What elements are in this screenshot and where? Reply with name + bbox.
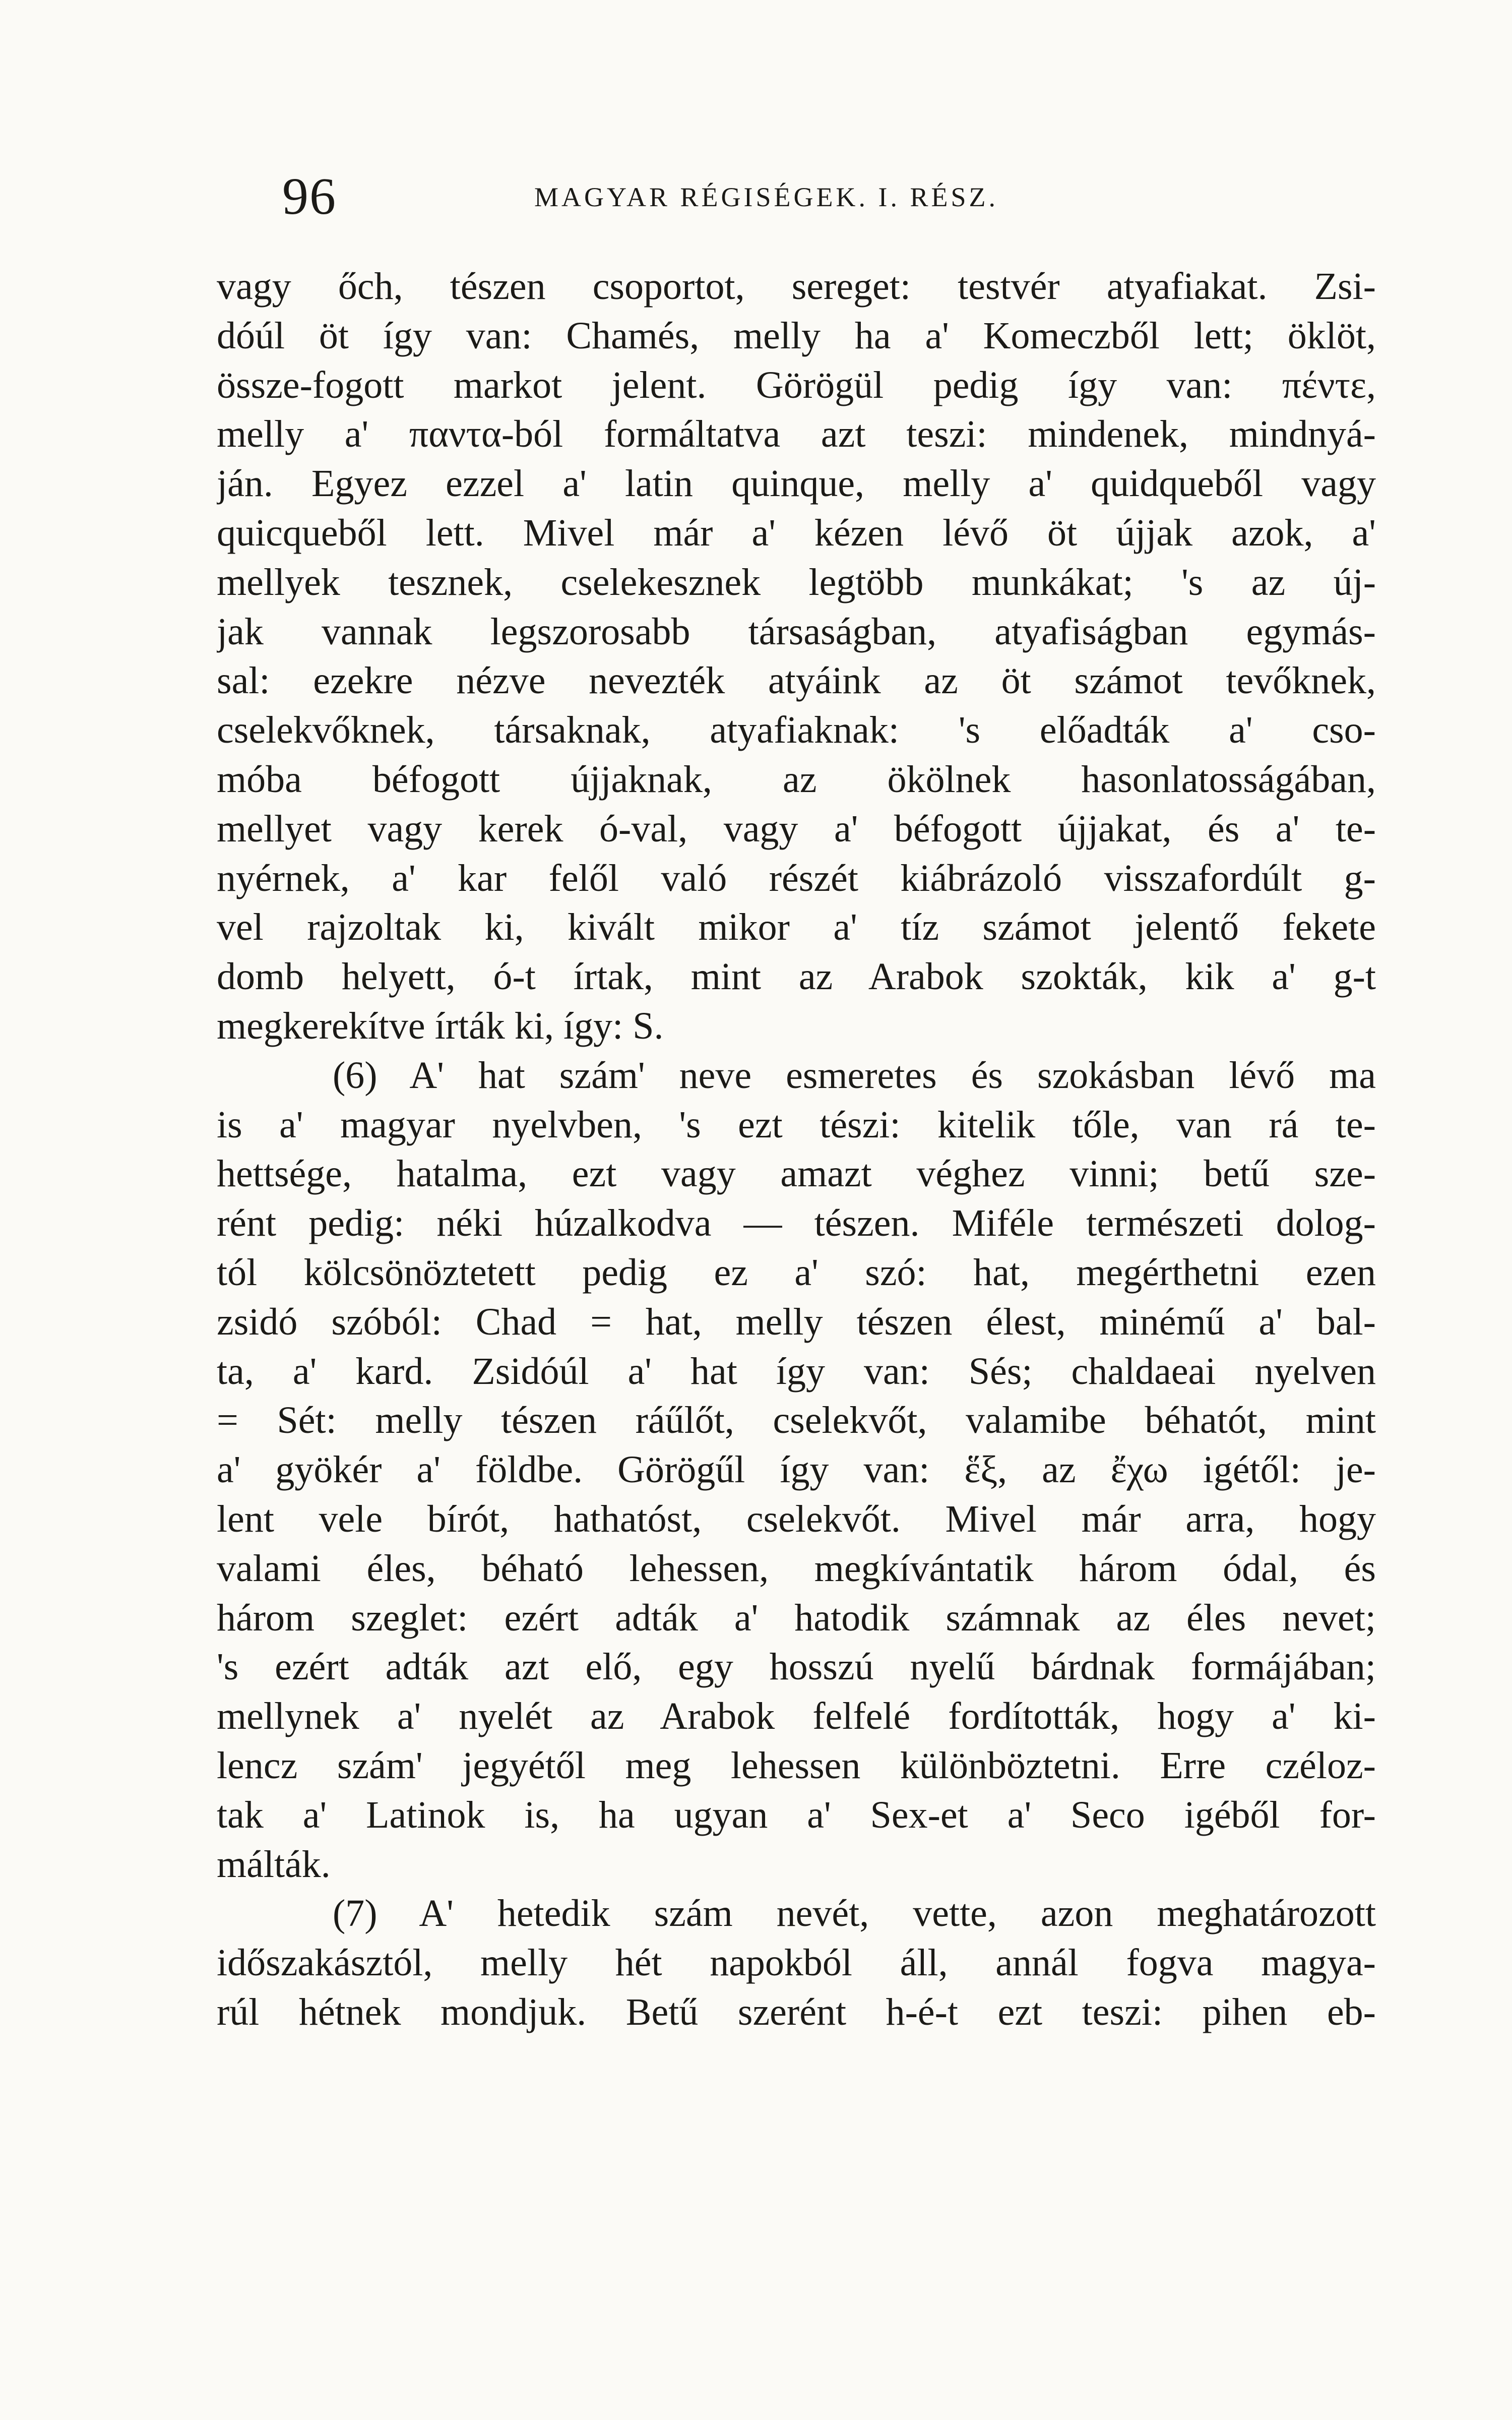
text-line: 's ezért adták azt elő, egy hosszú nyelű bárdnak formájában; <box>217 1646 1376 1688</box>
text-line: időszakásztól, melly hét napokból áll, annál fogva magya- <box>217 1942 1376 1984</box>
text-line: is a' magyar nyelvben, 's ezt tészi: kitelik tőle, van rá te- <box>217 1103 1376 1146</box>
text-line: nyérnek, a' kar felől való részét kiábrázoló visszafordúlt g- <box>217 857 1376 899</box>
text-line: ján. Egyez ezzel a' latin quinque, melly a' quidqueből vagy <box>217 462 1376 505</box>
text-line: mellynek a' nyelét az Arabok felfelé fordították, hogy a' ki- <box>217 1695 1376 1738</box>
paragraph-start-line: (6) A' hat szám' neve esmeretes és szokásban lévő ma <box>333 1054 1376 1097</box>
text-line: vel rajzoltak ki, kivált mikor a' tíz számot jelentő fekete <box>217 906 1376 949</box>
paragraph-start-line: (7) A' hetedik szám nevét, vette, azon meghatározott <box>333 1892 1376 1935</box>
text-line: domb helyett, ó-t írtak, mint az Arabok szokták, kik a' g-t <box>217 955 1376 998</box>
text-line: három szeglet: ezért adták a' hatodik számnak az éles nevet; <box>217 1596 1376 1639</box>
text-line: rúl hétnek mondjuk. Betű szerént h-é-t ezt teszi: pihen eb- <box>217 1990 1376 2033</box>
text-line: sal: ezekre nézve nevezték atyáink az öt számot tevőknek, <box>217 659 1376 702</box>
body-text <box>217 262 1376 2304</box>
text-line: lencz szám' jegyétől meg lehessen különböztetni. Erre czéloz- <box>217 1744 1376 1787</box>
text-line: a' gyökér a' földbe. Görögűl így van: ἕξ, az ἔχω igétől: je- <box>217 1448 1376 1491</box>
text-line: málták. <box>217 1843 331 1886</box>
text-line: mellyet vagy kerek ó-val, vagy a' béfogott újjakat, és a' te- <box>217 807 1376 850</box>
text-line: rént pedig: néki húzalkodva — tészen. Miféle természeti dolog- <box>217 1202 1376 1245</box>
running-title: MAGYAR RÉGISÉGEK. I. RÉSZ. <box>534 182 999 212</box>
text-line: valami éles, béható lehessen, megkívántatik három ódal, és <box>217 1547 1376 1590</box>
text-line: cselekvőknek, társaknak, atyafiaknak: 's előadták a' cso- <box>217 709 1376 752</box>
text-line: jak vannak legszorosabb társaságban, atyafiságban egymás- <box>217 610 1376 653</box>
text-line: vagy őch, tészen csoportot, sereget: testvér atyafiakat. Zsi- <box>217 265 1376 308</box>
text-line: megkerekítve írták ki, így: S. <box>217 1004 664 1047</box>
text-line: ta, a' kard. Zsidóúl a' hat így van: Sés; chaldaeai nyelven <box>217 1350 1376 1393</box>
text-line: móba béfogott újjaknak, az ökölnek hasonlatosságában, <box>217 758 1376 801</box>
text-line: = Sét: melly tészen ráűlőt, cselekvőt, valamibe béhatót, mint <box>217 1399 1376 1442</box>
text-line: zsidó szóból: Chad = hat, melly tészen élest, minémű a' bal- <box>217 1300 1376 1343</box>
text-line: tól kölcsönöztetett pedig ez a' szó: hat, megérthetni ezen <box>217 1251 1376 1294</box>
text-line: tak a' Latinok is, ha ugyan a' Sex-et a' Seco igéből for- <box>217 1793 1376 1836</box>
text-line: mellyek tesznek, cselekesznek legtöbb munkákat; 's az új- <box>217 561 1376 603</box>
text-line: össze-fogott markot jelent. Görögül pedig így van: πέντε, <box>217 364 1376 406</box>
text-line: hettsége, hatalma, ezt vagy amazt véghez vinni; betű sze- <box>217 1153 1376 1195</box>
text-line: lent vele bírót, hathatóst, cselekvőt. Mivel már arra, hogy <box>217 1497 1376 1540</box>
text-line: quicqueből lett. Mivel már a' kézen lévő öt újjak azok, a' <box>217 511 1376 554</box>
text-line: dóúl öt így van: Chamés, melly ha a' Komeczből lett; öklöt, <box>217 314 1376 357</box>
text-line: melly a' παντα-ból formáltatva azt teszi: mindenek, mindnyá- <box>217 413 1376 456</box>
running-head <box>282 166 1240 227</box>
page-number: 96 <box>282 167 337 225</box>
